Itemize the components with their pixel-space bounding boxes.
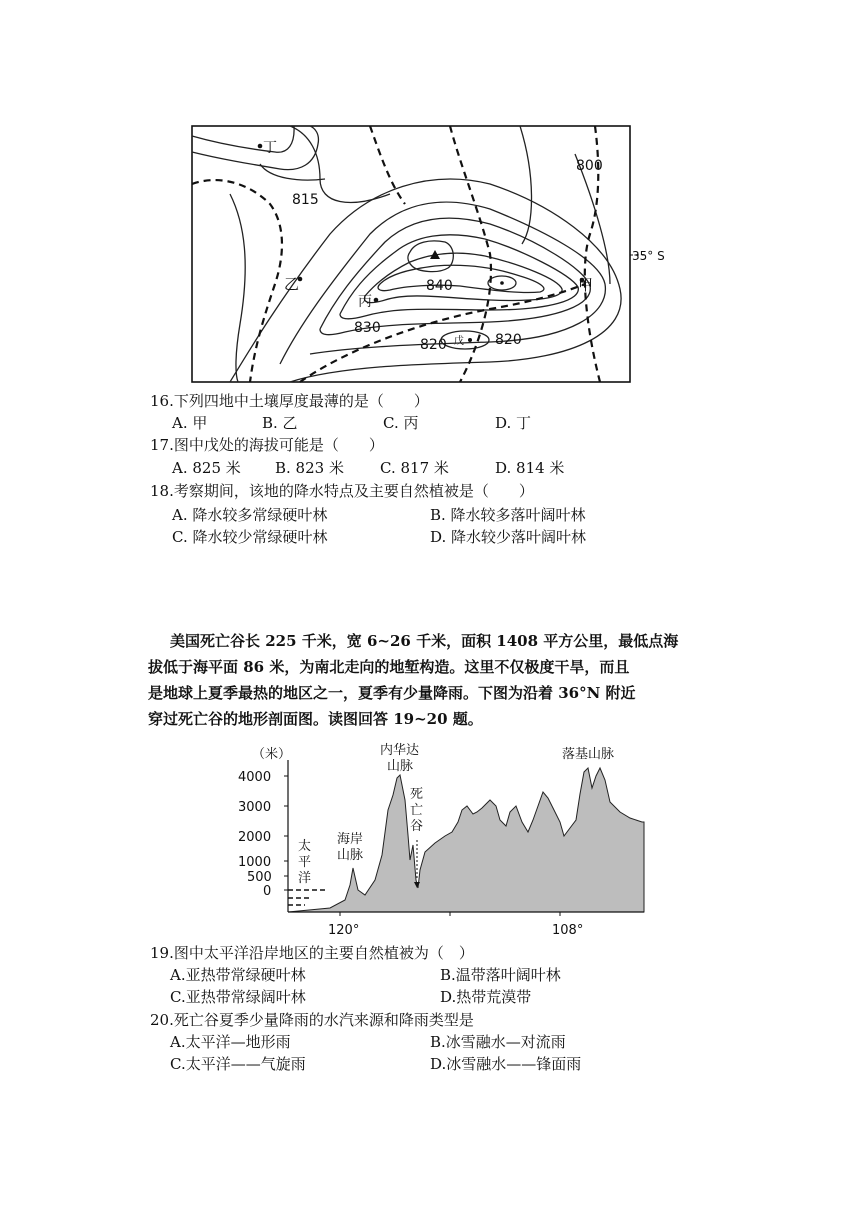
label-830: 830 [354, 320, 381, 336]
label-wu: 戊 [454, 336, 464, 347]
rocky-label: 落基山脉 [562, 747, 615, 762]
contour-map [190, 124, 690, 386]
q20-option-d[interactable]: D.冰雪融水——锋面雨 [430, 1055, 582, 1073]
label-840: 840 [426, 278, 453, 294]
ding-point [258, 144, 263, 149]
pacific-label-1: 太 [298, 839, 312, 854]
q17-option-a[interactable]: A. 825 米 [172, 459, 241, 477]
q20-stem: 20.死亡谷夏季少量降雨的水汽来源和降雨类型是 [150, 1011, 474, 1029]
wu-point [468, 338, 472, 342]
y-tick-label: 2000 [238, 830, 272, 845]
label-820-left: 820 [420, 337, 447, 353]
pacific-label-3: 洋 [298, 871, 312, 886]
x-tick-label: 108° [552, 923, 584, 938]
q19-stem: 19.图中太平洋沿岸地区的主要自然植被为（ ） [150, 944, 474, 962]
coast-range-label-1: 海岸 [337, 832, 364, 847]
passage-line-4: 穿过死亡谷的地形剖面图。读图回答 19~20 题。 [148, 710, 483, 728]
nevada-label-1: 内华达 [380, 743, 420, 758]
label-bing: 丙 [358, 294, 372, 310]
y-tick-label: 500 [247, 870, 272, 885]
passage [148, 628, 690, 732]
q16-option-a[interactable]: A. 甲 [172, 414, 208, 432]
terrain-profile [230, 740, 650, 940]
label-yi: 乙 [284, 275, 300, 293]
q18-option-b[interactable]: B. 降水较多落叶阔叶林 [430, 506, 586, 524]
y-unit: （米） [252, 747, 292, 762]
label-jia: 甲 [578, 276, 594, 294]
nevada-label-2: 山脉 [387, 759, 414, 774]
q18-option-c[interactable]: C. 降水较少常绿硬叶林 [172, 528, 328, 546]
q19-option-c[interactable]: C.亚热带常绿阔叶林 [170, 988, 306, 1006]
death-valley-label-3: 谷 [410, 819, 424, 834]
x-tick-label: 120° [328, 923, 360, 938]
q16-option-d[interactable]: D. 丁 [495, 414, 532, 432]
label-ding: 丁 [263, 140, 277, 156]
label-815: 815 [292, 192, 319, 208]
y-tick-label: 0 [263, 884, 272, 899]
pacific-label-2: 平 [298, 855, 312, 870]
q20-option-c[interactable]: C.太平洋——气旋雨 [170, 1055, 306, 1073]
hill-point [500, 281, 504, 285]
label-800: 800 [576, 158, 603, 174]
q16-option-c[interactable]: C. 丙 [383, 414, 419, 432]
sea-level-line [288, 890, 325, 905]
q19-option-b[interactable]: B.温带落叶阔叶林 [440, 966, 561, 984]
y-tick-label: 1000 [238, 855, 272, 870]
q18-option-a[interactable]: A. 降水较多常绿硬叶林 [172, 506, 328, 524]
passage-line-1: 美国死亡谷长 225 千米，宽 6~26 千米，面积 1408 平方公里，最低点海 [170, 632, 679, 650]
q16-stem: 16.下列四地中土壤厚度最薄的是（ ） [150, 392, 429, 410]
label-820-right: 820 [495, 332, 522, 348]
coast-range-label-2: 山脉 [337, 848, 364, 863]
death-valley-label-1: 死 [410, 787, 424, 802]
bing-point [374, 298, 379, 303]
q17-option-b[interactable]: B. 823 米 [275, 459, 344, 477]
q17-stem: 17.图中戊处的海拔可能是（ ） [150, 436, 384, 454]
y-tick-label: 4000 [238, 770, 272, 785]
q19-option-a[interactable]: A.亚热带常绿硬叶林 [170, 966, 306, 984]
q16-option-b[interactable]: B. 乙 [262, 414, 298, 432]
passage-line-2: 拔低于海平面 86 米，为南北走向的地堑构造。这里不仅极度干旱，而且 [148, 658, 630, 676]
passage-line-3: 是地球上夏季最热的地区之一，夏季有少量降雨。下图为沿着 36°N 附近 [148, 684, 636, 702]
q18-stem: 18.考察期间，该地的降水特点及主要自然植被是（ ） [150, 482, 534, 500]
q19-option-d[interactable]: D.热带荒漠带 [440, 988, 532, 1006]
death-valley-label-2: 亡 [410, 803, 424, 818]
q17-option-d[interactable]: D. 814 米 [495, 459, 565, 477]
q18-option-d[interactable]: D. 降水较少落叶阔叶林 [430, 528, 587, 546]
label-lat: 35° S [632, 249, 665, 263]
q20-option-a[interactable]: A.太平洋—地形雨 [170, 1033, 291, 1051]
y-tick-label: 3000 [238, 800, 272, 815]
q20-option-b[interactable]: B.冰雪融水—对流雨 [430, 1033, 566, 1051]
q17-option-c[interactable]: C. 817 米 [380, 459, 449, 477]
